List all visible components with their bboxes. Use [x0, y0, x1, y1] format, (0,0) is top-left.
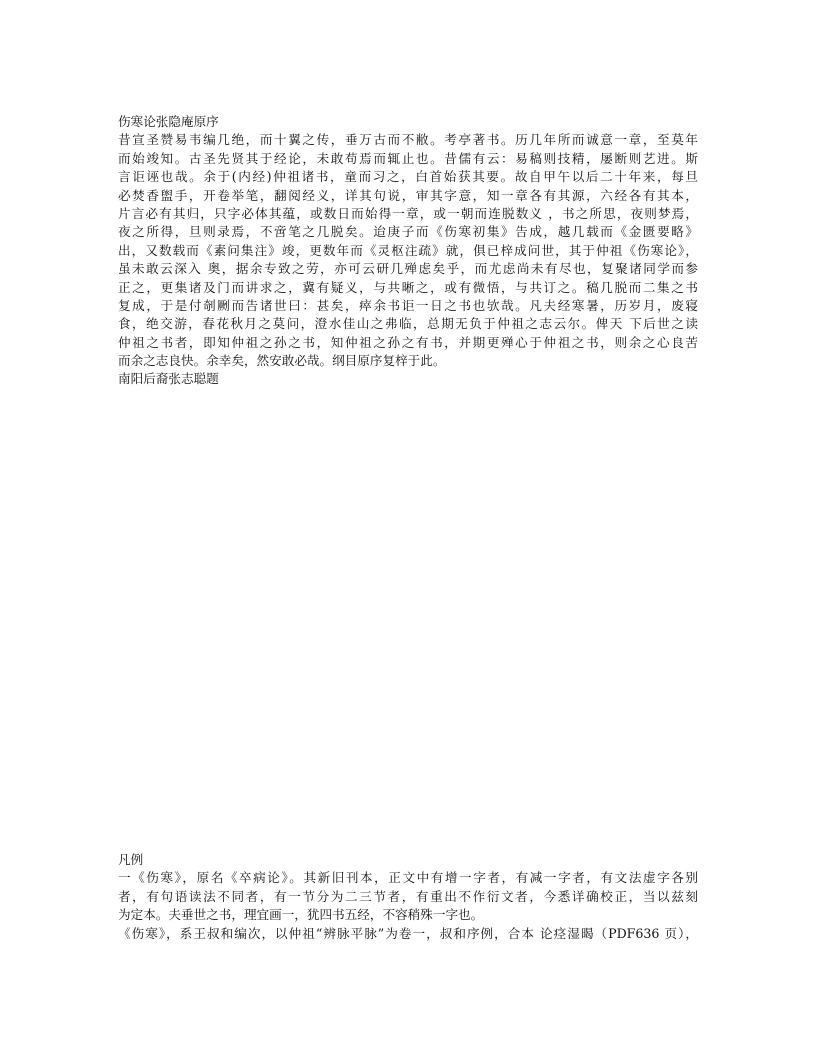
preface-line: 必焚香盥手，开卷举笔，翻阅经义，详其句说，审其字意，知一章各有其源，六经各有其本， — [118, 187, 698, 203]
preface-signature: 南阳后裔张志聪题 — [118, 371, 219, 387]
fanli-line: 为定本。夫垂世之书，理宜画一，犹四书五经，不容稍殊一字也。 — [118, 907, 484, 923]
preface-title: 伤寒论张隐庵原序 — [118, 114, 219, 129]
preface-line: 正之，更集诸及门而讲求之，冀有疑义，与共晰之，或有微悟，与共订之。稿几脱而二集之书 — [118, 279, 698, 295]
fanli-line: 《伤寒》，系王叔和编次，以仲祖“辨脉平脉”为卷一，叔和序例，合本 论痉湿暍（PDF636 页）， — [118, 925, 698, 941]
preface-line: 夜之所得，旦则录焉，不啻笔之几脱矣。迨庚子而《伤寒初集》告成，越几载而《金匮要略》 — [118, 224, 698, 240]
preface-line: 复成，于是付剞劂而告诸世曰：甚矣，瘁余书讵一日之书也欤哉。凡夫经寒暑，历岁月，废寝 — [118, 297, 698, 313]
preface-line: 而始竣知。古圣先贤其于经论，未敢苟焉而辄止也。昔儒有云：易稿则技精，屡断则艺进。斯 — [118, 150, 698, 166]
preface-line: 食，绝交游，春花秋月之莫问，澄水佳山之弗临，总期无负于仲祖之志云尔。俾天 下后世之读 — [118, 316, 698, 332]
preface-line: 仲祖之书者，即知仲祖之孙之书，知仲祖之孙之有书，并期更殚心于仲祖之书，则余之心良苦 — [118, 334, 698, 350]
preface-line: 虽未敢云深入 奥，据余专致之劳，亦可云研几殚虑矣乎，而尤虑尚未有尽也，复聚诸同学而参 — [118, 261, 698, 277]
fanli-title: 凡例 — [118, 852, 144, 867]
fanli-section — [118, 851, 698, 943]
preface-line: 言讵诬也哉。余于(内经)仲祖诸书，童而习之，白首始获其要。故自甲午以后二十年来，每旦 — [118, 169, 698, 185]
preface-line: 出，又数载而《素问集注》竣，更数年而《灵枢注疏》就，俱已梓成问世，其于仲祖《伤寒论》， — [118, 242, 698, 258]
fanli-line: 者，有句语读法不同者，有一节分为二三节者，有重出不作衍文者，今悉详确校正，当以兹刻 — [118, 888, 698, 904]
preface-line: 昔宣圣赞易韦编几绝，而十翼之传，垂万古而不敝。考亭著书。历几年所而诚意一章，至莫年 — [118, 132, 698, 148]
preface-section — [118, 113, 698, 389]
preface-line: 片言必有其归，只字必体其蕴，或数日而始得一章，或一朝而连脱数义 ，书之所思，夜则梦焉， — [118, 205, 698, 221]
preface-line: 而余之志良快。余幸矣，然安敢必哉。纲目原序复梓于此。 — [118, 353, 446, 369]
fanli-line: 一《伤寒》，原名《卒病论》。其新旧刊本，正文中有增一字者，有减一字者，有文法虚字各别 — [118, 870, 698, 886]
